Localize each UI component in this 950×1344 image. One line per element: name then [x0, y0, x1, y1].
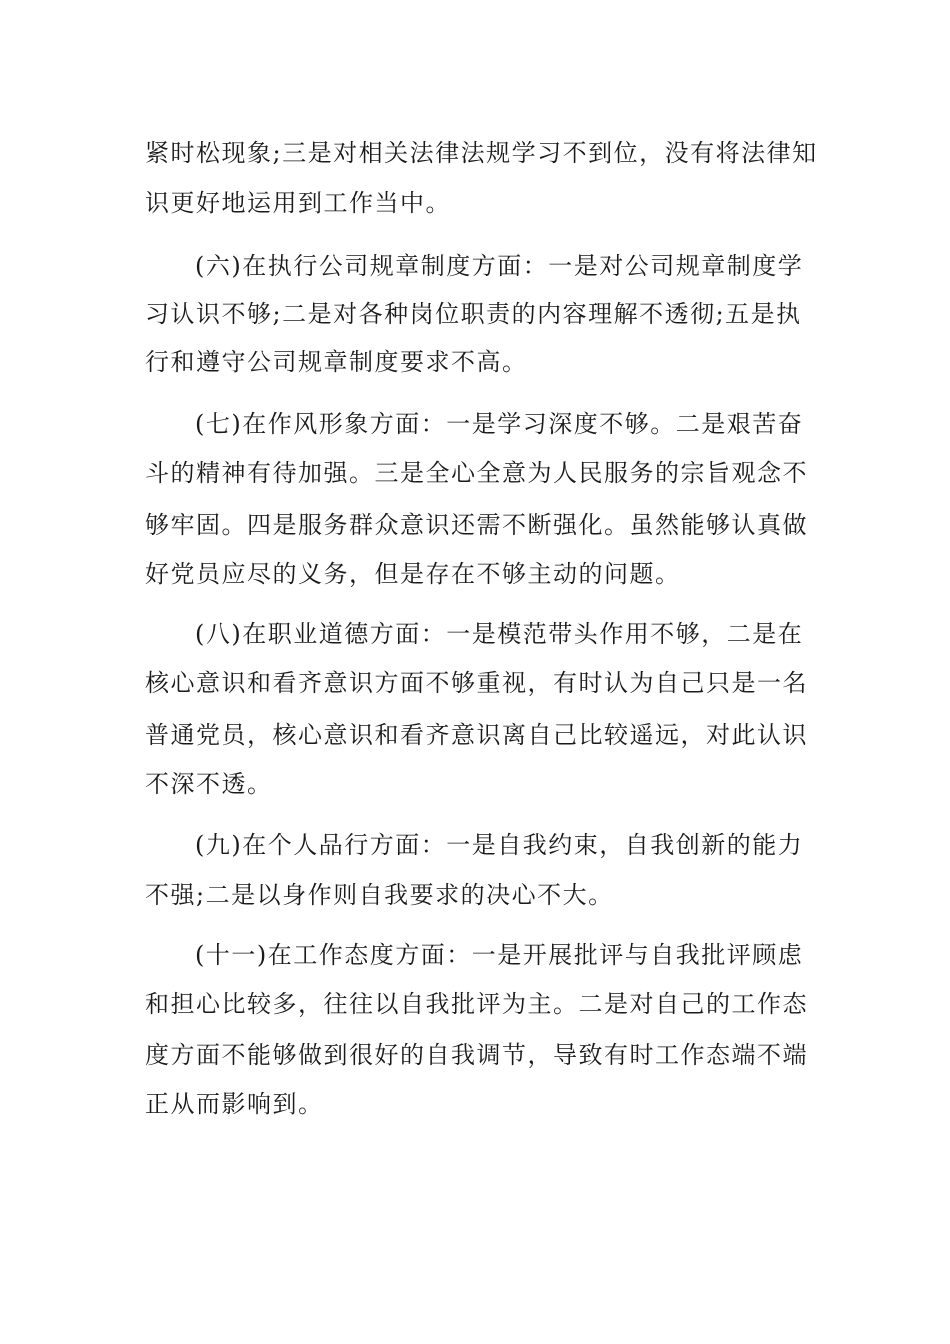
paragraph-line: 紧时松现象;三是对相关法律法规学习不到位，没有将法律知	[145, 139, 818, 167]
paragraph-line: 习认识不够;二是对各种岗位职责的内容理解不透彻;五是执	[145, 300, 802, 328]
paragraph-line: 不深不透。	[145, 770, 273, 798]
paragraph-line: 行和遵守公司规章制度要求不高。	[145, 348, 528, 376]
paragraph-line: 识更好地运用到工作当中。	[145, 189, 451, 217]
paragraph-line: 够牢固。四是服务群众意识还需不断强化。虽然能够认真做	[145, 511, 808, 539]
paragraph-line: 斗的精神有待加强。三是全心全意为人民服务的宗旨观念不	[145, 459, 808, 487]
paragraph-line: (八)在职业道德方面：一是模范带头作用不够，二是在	[195, 620, 804, 648]
paragraph-line: (六)在执行公司规章制度方面：一是对公司规章制度学	[195, 252, 804, 280]
paragraph-line: (九)在个人品行方面：一是自我约束，自我创新的能力	[195, 831, 804, 859]
paragraph-line: (十一)在工作态度方面：一是开展批评与自我批评顾虑	[195, 941, 804, 969]
paragraph-line: 核心意识和看齐意识方面不够重视，有时认为自己只是一名	[145, 669, 808, 697]
paragraph-line: 好党员应尽的义务，但是存在不够主动的问题。	[145, 560, 681, 588]
paragraph-line: 度方面不能够做到很好的自我调节，导致有时工作态端不端	[145, 1041, 808, 1069]
paragraph-line: 和担心比较多，往往以自我批评为主。二是对自己的工作态	[145, 990, 808, 1018]
paragraph-line: 不强;二是以身作则自我要求的决心不大。	[145, 881, 614, 909]
paragraph-line: (七)在作风形象方面：一是学习深度不够。二是艰苦奋	[195, 410, 804, 438]
paragraph-line: 正从而影响到。	[145, 1090, 324, 1118]
paragraph-line: 普通党员，核心意识和看齐意识离自己比较遥远，对此认识	[145, 721, 808, 749]
